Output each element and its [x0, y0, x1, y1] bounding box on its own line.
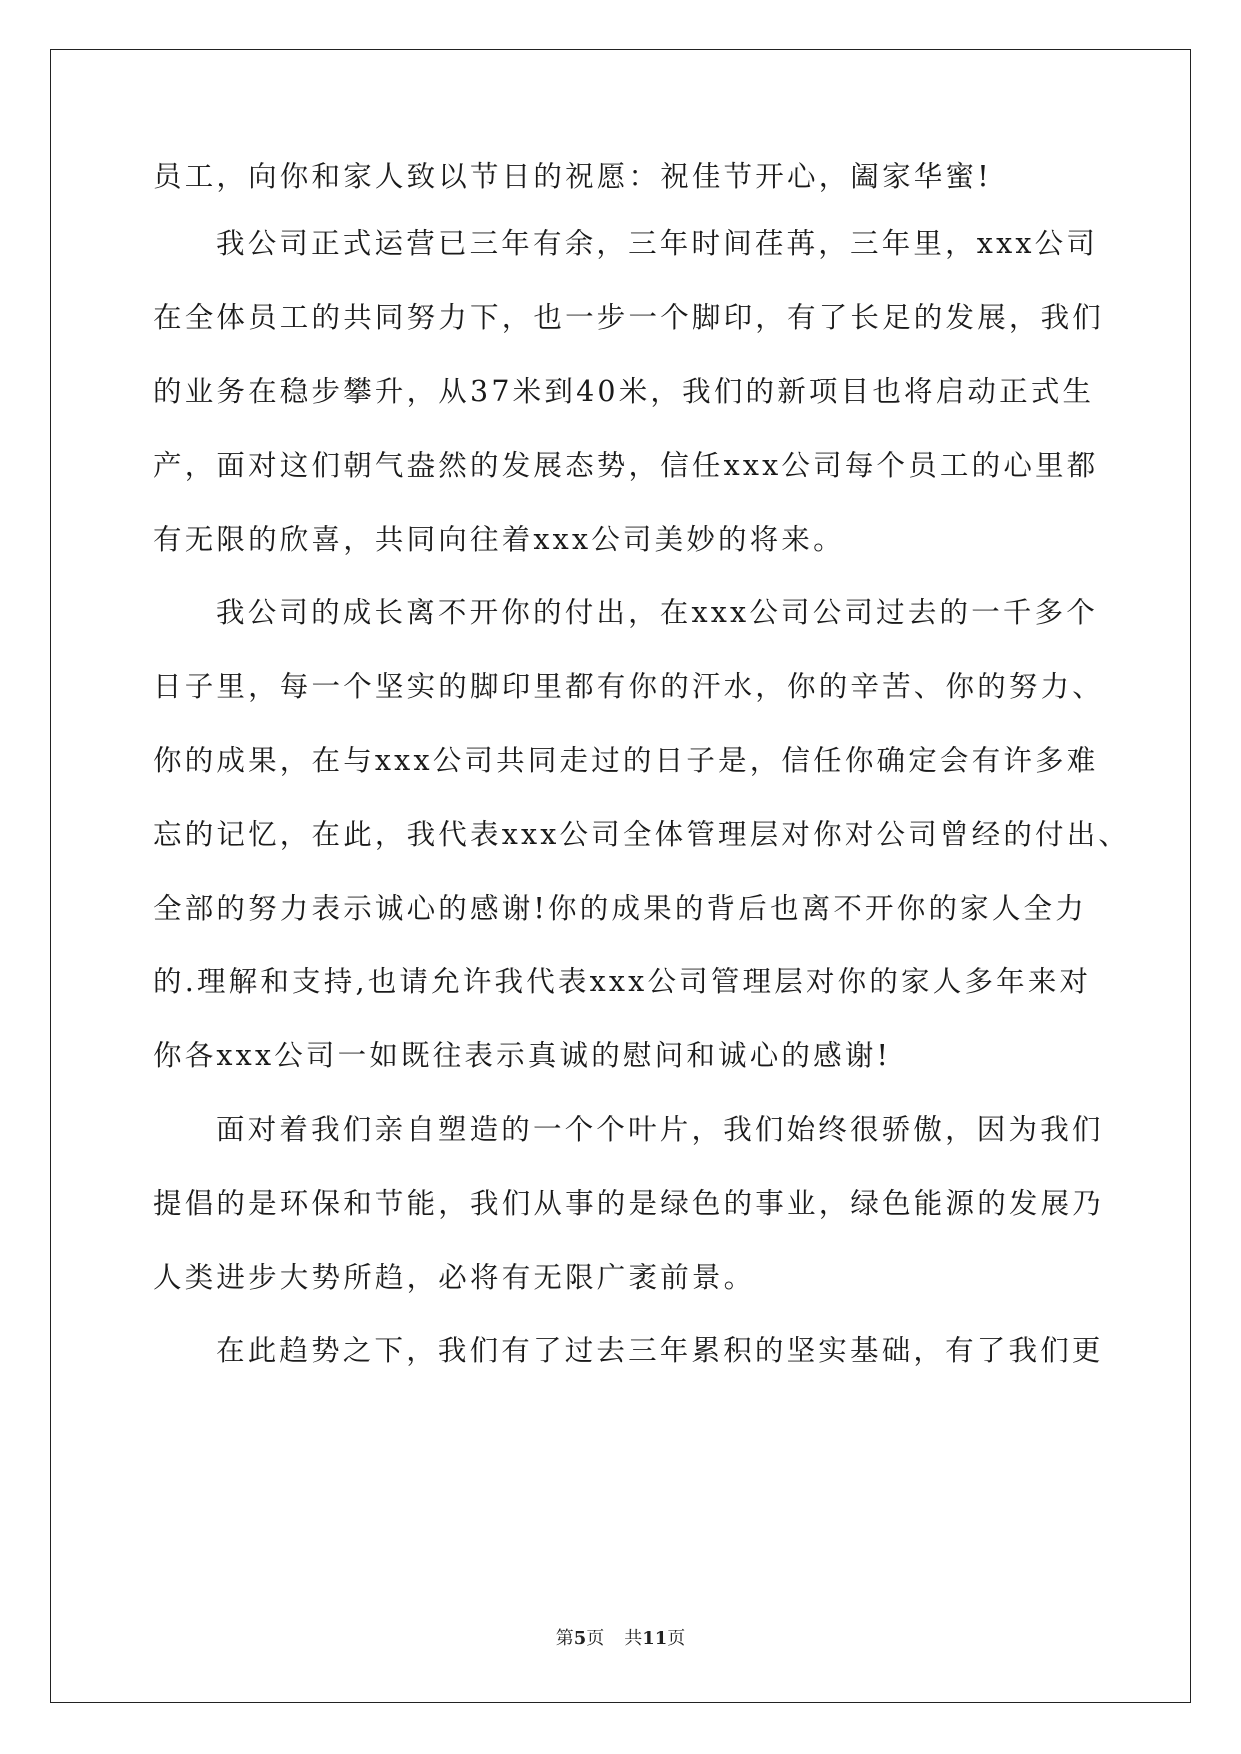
- text-line: 我公司正式运营已三年有余，三年时间荏苒，三年里，xxx公司: [216, 227, 1099, 260]
- text-line: 提倡的是环保和节能，我们从事的是绿色的事业，绿色能源的发展乃: [153, 1187, 1105, 1220]
- text-line: 人类进步大势所趋，必将有无限广袤前景。: [153, 1261, 756, 1294]
- footer-page-prefix: 第: [555, 1628, 574, 1649]
- text-line: 全部的努力表示诚心的感谢!你的成果的背后也离不开你的家人全力: [153, 892, 1087, 925]
- text-line: 的.理解和支持,也请允许我代表xxx公司管理层对你的家人多年来对: [153, 965, 1092, 998]
- footer-page-number: 5: [573, 1628, 587, 1649]
- text-line: 产，面对这们朝气盎然的发展态势，信任xxx公司每个员工的心里都: [153, 449, 1099, 482]
- text-line: 你的成果，在与xxx公司共同走过的日子是，信任你确定会有许多难: [153, 744, 1099, 777]
- footer-total-pages: 11: [642, 1628, 668, 1649]
- text-line: 员工，向你和家人致以节日的祝愿：祝佳节开心，阖家华蜜!: [153, 160, 992, 193]
- footer-total-prefix: 共: [624, 1628, 643, 1649]
- footer-total-suffix: 页: [667, 1628, 686, 1649]
- text-line: 忘的记忆，在此，我代表xxx公司全体管理层对你对公司曾经的付出、: [153, 818, 1131, 851]
- text-line: 日子里，每一个坚实的脚印里都有你的汗水，你的辛苦、你的努力、: [153, 670, 1105, 703]
- text-line: 的业务在稳步攀升，从37米到40米，我们的新项目也将启动正式生: [153, 375, 1095, 408]
- text-line: 我公司的成长离不开你的付出，在xxx公司公司过去的一千多个: [216, 596, 1099, 629]
- text-line: 面对着我们亲自塑造的一个个叶片，我们始终很骄傲，因为我们: [216, 1113, 1104, 1146]
- text-line: 你各xxx公司一如既往表示真诚的慰问和诚心的感谢!: [153, 1039, 892, 1072]
- text-line: 在全体员工的共同努力下，也一步一个脚印，有了长足的发展，我们: [153, 301, 1105, 334]
- page-footer: [0, 1626, 1241, 1652]
- text-line: 在此趋势之下，我们有了过去三年累积的坚实基础，有了我们更: [216, 1334, 1104, 1367]
- footer-page-suffix: 页: [586, 1628, 605, 1649]
- text-line: 有无限的欣喜，共同向往着xxx公司美妙的将来。: [153, 523, 845, 556]
